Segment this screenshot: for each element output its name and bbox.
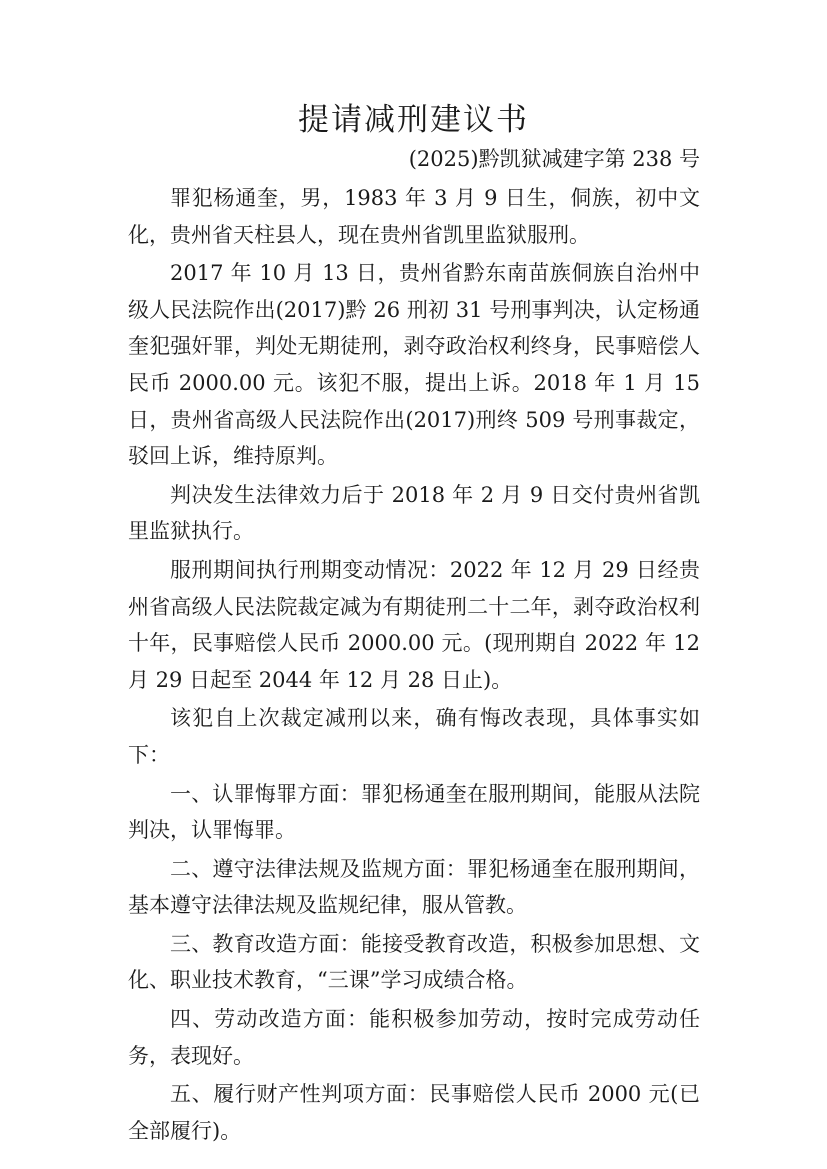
document-body: [128, 180, 700, 1151]
paragraph-education-reform: 三、教育改造方面：能接受教育改造，积极参加思想、文化、职业技术教育，“三课”学习成绩合格。: [128, 931, 700, 993]
paragraph-execution: 判决发生法律效力后于 2018 年 2 月 9 日交付贵州省凯里监狱执行。: [128, 482, 700, 544]
paragraph-law-compliance: 二、遵守法律法规及监规方面：罪犯杨通奎在服刑期间，基本遵守法律法规及监规纪律，服从管教。: [128, 856, 700, 918]
paragraph-sentence-changes: 服刑期间执行刑期变动情况：2022 年 12 月 29 日经贵州省高级人民法院裁定减为有期徒刑二十二年，剥夺政治权利十年，民事赔偿人民币 2000.00 元。(现刑期自 2022 年 12 月 29 日起至 2044 年 12 月 28 日止)。: [128, 557, 700, 692]
paragraph-repentance-intro: 该犯自上次裁定减刑以来，确有悔改表现，具体事实如下：: [128, 706, 700, 767]
paragraph-property-judgment: 五、履行财产性判项方面：民事赔偿人民币 2000 元(已全部履行)。: [128, 1082, 700, 1143]
paragraph-admission-of-guilt: 一、认罪悔罪方面：罪犯杨通奎在服刑期间，能服从法院判决，认罪悔罪。: [128, 781, 700, 843]
paragraph-labor-reform: 四、劳动改造方面：能积极参加劳动，按时完成劳动任务，表现好。: [128, 1007, 700, 1068]
document-title: 提请减刑建议书: [298, 102, 529, 138]
paragraph-original-judgment: 2017 年 10 月 13 日，贵州省黔东南苗族侗族自治州中级人民法院作出(2017)黔 26 刑初 31 号刑事判决，认定杨通奎犯强奸罪，判处无期徒刑，剥夺政治权利终身，民事赔偿人民币 2000.00 元。该犯不服，提出上诉。2018 年 1 月 15 日，贵州省高级人民法院作出(2017)刑终 509 号刑事裁定，驳回上诉，维持原判。: [128, 261, 700, 469]
document-number: (2025)黔凯狱减建字第 238 号: [408, 147, 700, 171]
paragraph-offender-info: 罪犯杨通奎，男，1983 年 3 月 9 日生，侗族，初中文化，贵州省天柱县人，现在贵州省凯里监狱服刑。: [128, 186, 700, 247]
